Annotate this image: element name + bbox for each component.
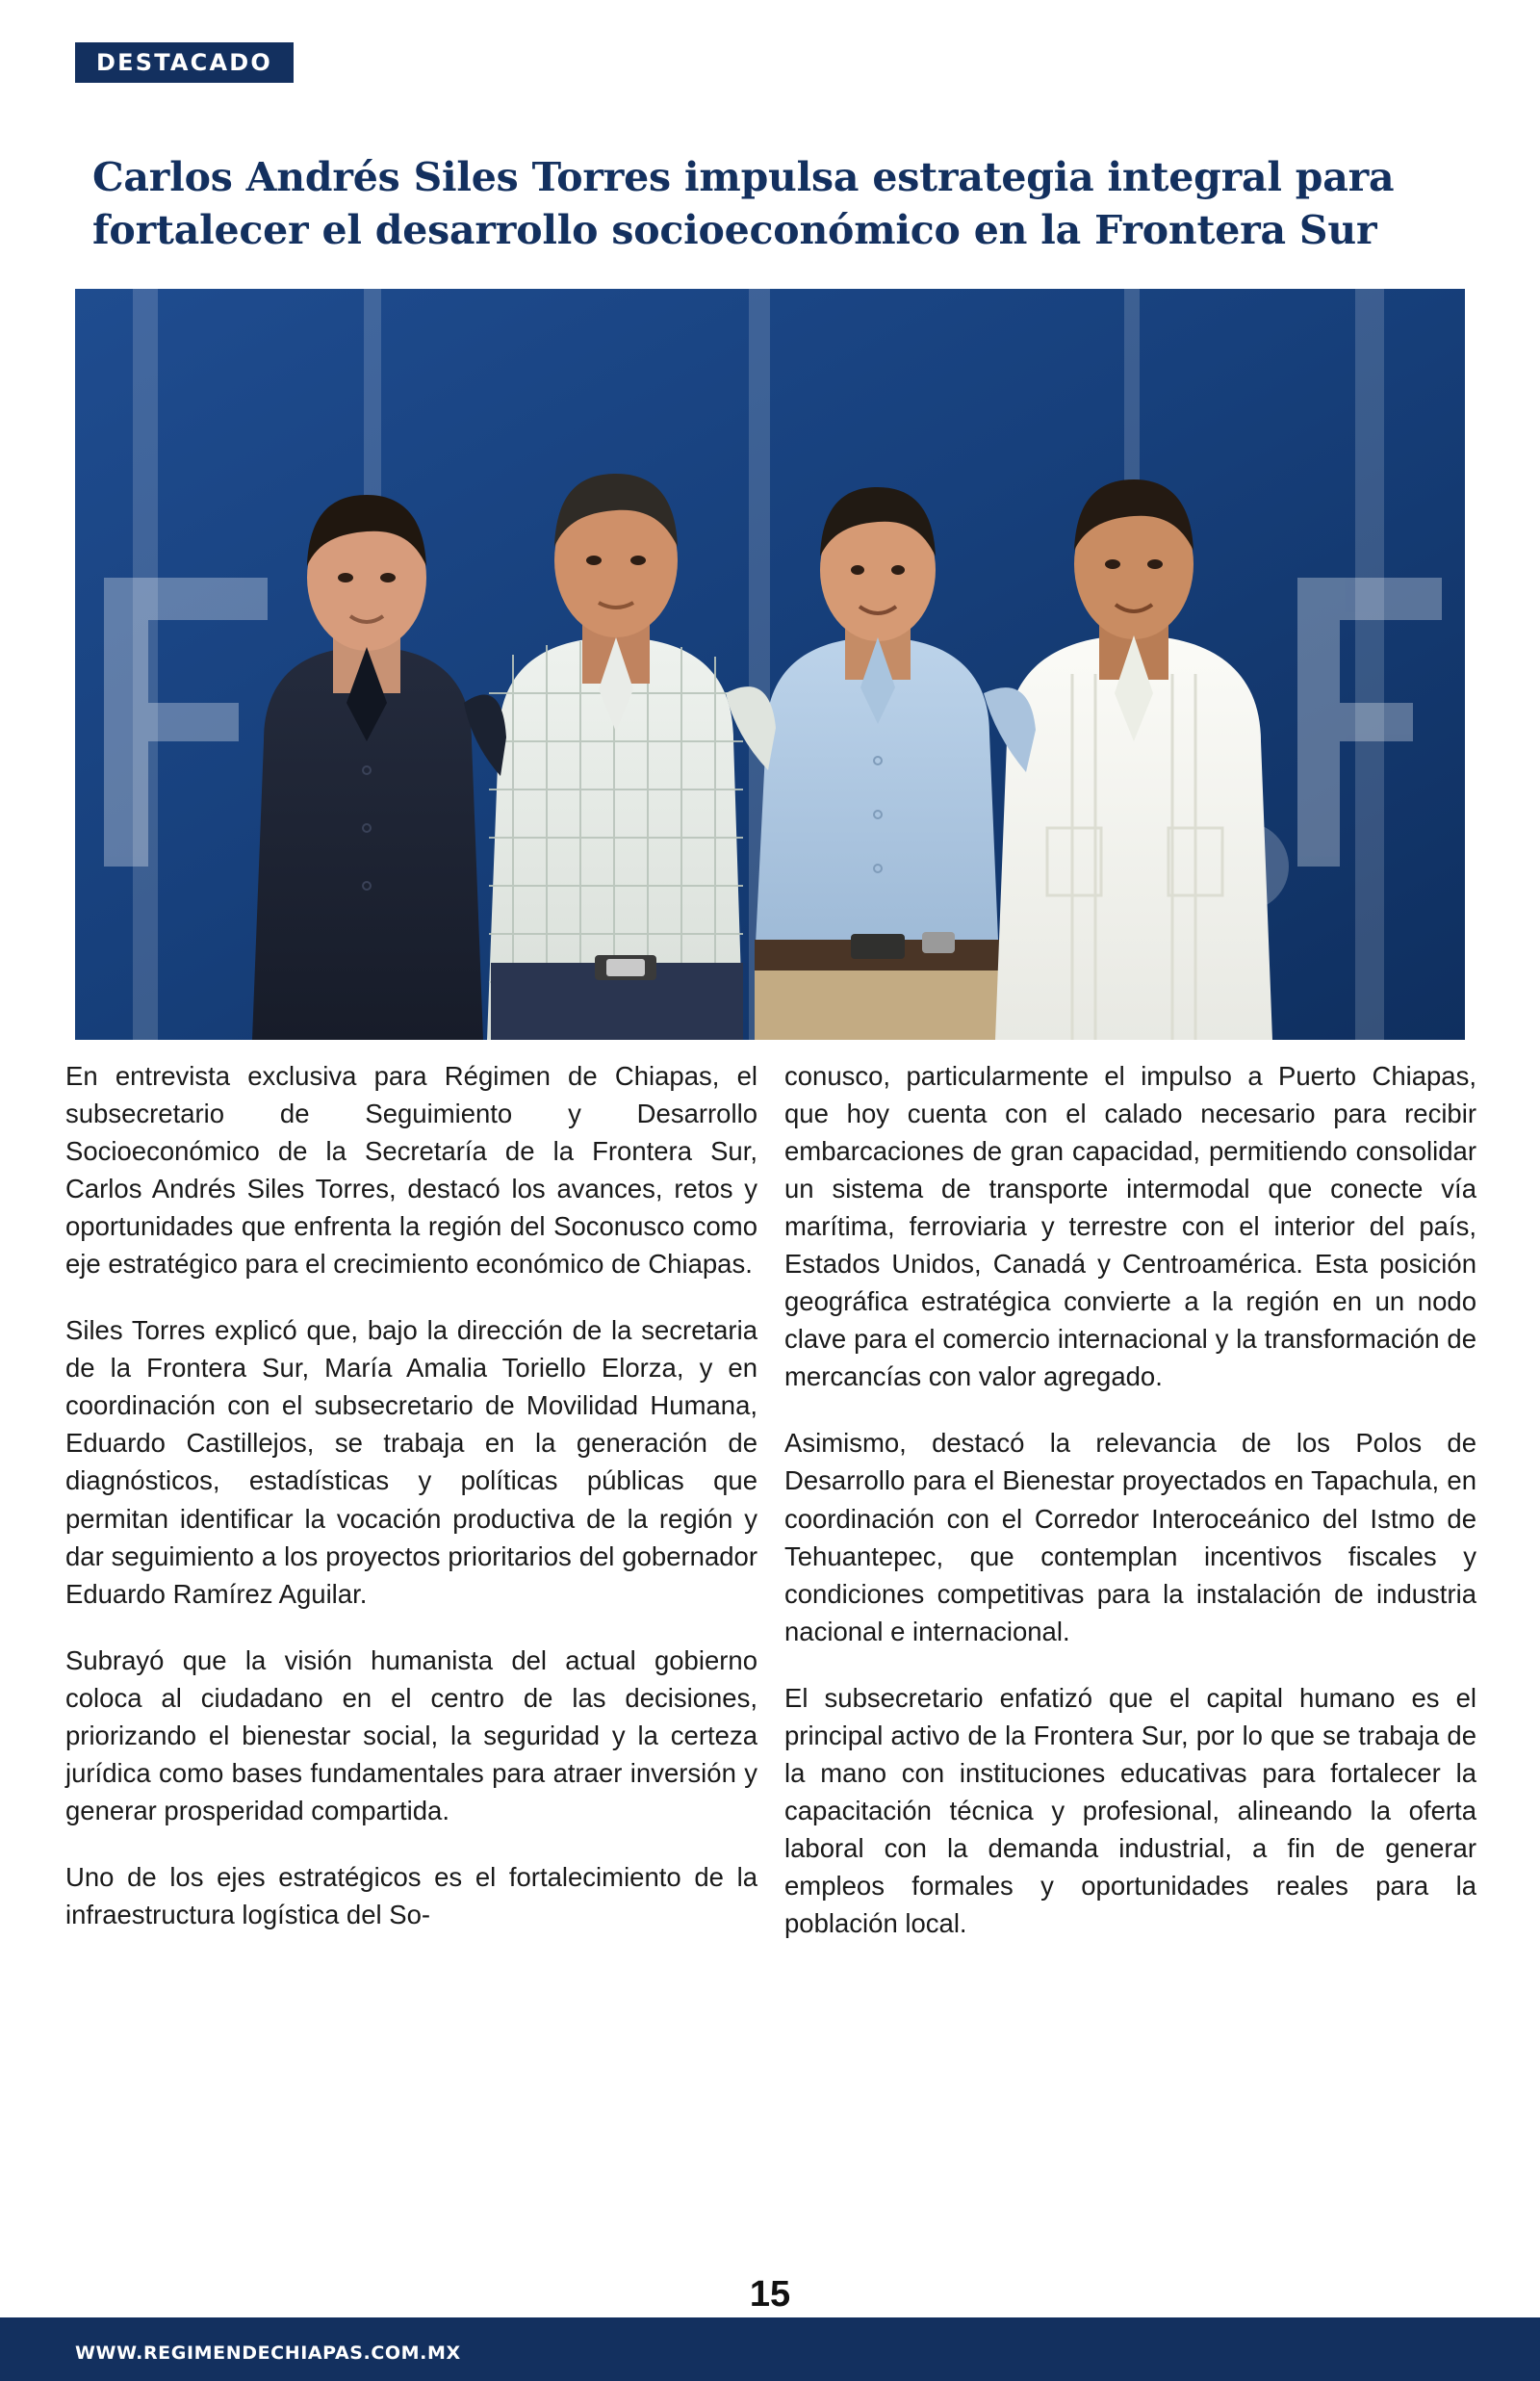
kicker-container — [75, 42, 294, 83]
photo-illustration — [75, 289, 1465, 1040]
page-number: 15 — [749, 2274, 791, 2315]
footer-website-url[interactable]: WWW.REGIMENDECHIAPAS.COM.MX — [75, 2342, 461, 2364]
right-column — [784, 1057, 1476, 1942]
paragraph: Siles Torres explicó que, bajo la dirección de la secretaria de la Frontera Sur, María Amalia Toriello Elorza, y en coordinación con el subsecretario de Movilidad Humana, Eduardo Castillejos, se trabaja en la generación de diagnósticos, estadísticas y políticas públicas que permitan identificar la vocación productiva de la región y dar seguimiento a los proyectos prioritarios del gobernador Eduardo Ramírez Aguilar. — [65, 1315, 757, 1609]
article-body — [65, 1057, 1476, 1942]
paragraph: Subrayó que la visión humanista del actual gobierno coloca al ciudadano en el centro de las decisiones, priorizando el bienestar social, la seguridad y la certeza jurídica como bases fundamentales para atraer inversión y generar prosperidad compartida. — [65, 1644, 757, 1825]
page-title: Carlos Andrés Siles Torres impulsa estrategia integral para fortalecer el desarrollo socioeconómico en la Frontera Sur — [92, 154, 1395, 253]
section-kicker-badge: DESTACADO — [75, 42, 294, 83]
watch — [922, 932, 955, 953]
article-photo — [75, 289, 1465, 1040]
paragraph: Uno de los ejes estratégicos es el fortalecimiento de la infraestructura logística del So- — [65, 1861, 757, 1929]
left-column — [65, 1057, 757, 1942]
paragraph: Asimismo, destacó la relevancia de los Polos de Desarrollo para el Bienestar proyectados en Tapachula, en coordinación con el Corredor Interoceánico del Istmo de Tehuantepec, que contemplan incentivos fiscales y condiciones competitivas para la instalación de industria nacional e internacional. — [784, 1428, 1476, 1646]
paragraph: conusco, particularmente el impulso a Puerto Chiapas, que hoy cuenta con el calado necesario para recibir embarcaciones de gran capacidad, permitiendo consolidar un sistema de transporte intermodal que conecte vía marítima, ferroviaria y terrestre con el interior del país, Estados Unidos, Canadá y Centroamérica. Esta posición geográfica estratégica convierte a la región en un nodo clave para el comercio internacional y la transformación de mercancías con valor agregado. — [784, 1061, 1476, 1392]
paragraph: En entrevista exclusiva para Régimen de Chiapas, el subsecretario de Seguimiento y Desarrollo Socioeconómico de la Secretaría de la Frontera Sur, Carlos Andrés Siles Torres, destacó los avances, retos y oportunidades que enfrenta la región del Soconusco como eje estratégico para el crecimiento económico de Chiapas. — [65, 1061, 757, 1280]
paragraph: El subsecretario enfatizó que el capital humano es el principal activo de la Frontera Sur, por lo que se trabaja de la mano con instituciones educativas para fortalecer la capacitación técnica y profesional, alineando la oferta laboral con la demanda industrial, a fin de generar empleos formales y oportunidades reales para la población local. — [784, 1682, 1476, 1938]
